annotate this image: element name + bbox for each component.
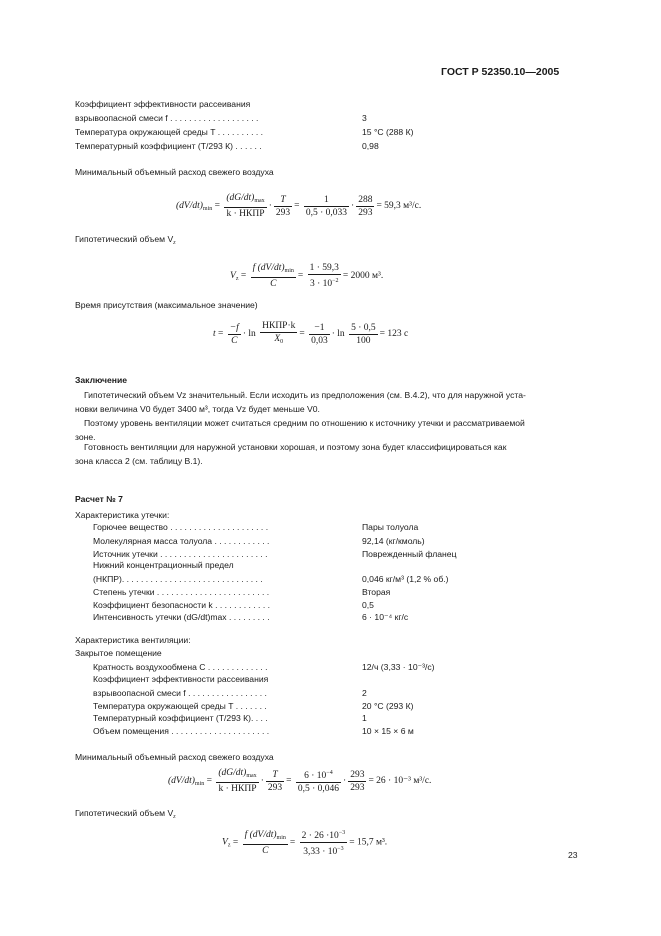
document-code: ГОСТ Р 52350.10—2005: [441, 66, 560, 78]
param-value: 0,046 кг/м³ (1,2 % об.): [362, 574, 449, 584]
conclusion-paragraph-1-cont: новки величина V0 будет 3400 м³, тогда Vz будет меньше V0.: [75, 404, 320, 414]
param-label: Коэффициент эффективности рассеивания: [93, 674, 269, 684]
param-label: Нижний концентрационный предел: [93, 560, 234, 570]
param-label: (НКПР). . . . . . . . . . . . . . . . . . . . . . . . . . . . . .: [93, 574, 263, 584]
page-number: 23: [568, 850, 578, 860]
param-label: Источник утечки . . . . . . . . . . . . . . . . . . . . . . .: [93, 549, 268, 559]
conclusion-full-text: [75, 905, 575, 913]
param-label: Температурный коэффициент (Т/293 К) . . . . . .: [75, 141, 262, 151]
min-flow-heading: Минимальный объемный расход свежего воздуха: [75, 167, 274, 177]
conclusion-paragraph-3-cont: зона класса 2 (см. таблицу В.1).: [75, 456, 203, 466]
param-label: Объем помещения . . . . . . . . . . . . . . . . . . . . .: [93, 726, 270, 736]
formula-min-flow-2: $(dV/dt)_{min}$ = $\frac{(dG/dt)_{max}}{\text{k · НКПР}}$ · $\frac{T}{293}$ = $\frac{6 \cdot 10^{-4}}{0,5 \cdot 0,046}$ · $\frac{293}{293}$ = 26 · 10⁻³ м³/с.: [168, 768, 432, 794]
param-value: Вторая: [362, 587, 391, 597]
param-value: 6 · 10⁻⁴ кг/с: [362, 612, 409, 622]
conclusion-paragraph-2-cont: зоне.: [75, 432, 96, 442]
calc7-heading: Расчет № 7: [75, 494, 123, 504]
param-label: Интенсивность утечки (dG/dt)max . . . . . . . . .: [93, 612, 270, 622]
hyp-volume-heading-2: Гипотетический объем $V_z$: [75, 808, 176, 820]
formula-time: t = $\frac{-f}{C}$ · ln $\frac{\text{НКПР·k}}{X_0}$ = $\frac{-1}{0,03}$ · ln $\frac{5 \cdot 0,5}{100}$ = 123 с: [213, 321, 409, 346]
param-value: 10 × 15 × 6 м: [362, 726, 414, 736]
param-label: Степень утечки . . . . . . . . . . . . . . . . . . . . . . . .: [93, 587, 270, 597]
param-value: 0,5: [362, 600, 374, 610]
vent-characteristics-heading: Характеристика вентиляции:: [75, 635, 191, 645]
param-value: 0,98: [362, 141, 379, 151]
param-value: 2: [362, 688, 367, 698]
param-value: 20 °С (293 К): [362, 701, 414, 711]
conclusion-paragraph-2: Поэтому уровень вентиляции может считаться средним по отношению к источнику утечки и рассматриваемой: [84, 418, 525, 428]
vent-closed-room-label: Закрытое помещение: [75, 648, 162, 658]
param-label: Коэффициент эффективности рассеивания: [75, 99, 251, 109]
param-label: Горючее вещество . . . . . . . . . . . . . . . . . . . . .: [93, 522, 269, 532]
hyp-volume-heading: Гипотетический объем $V_z$: [75, 234, 176, 246]
param-label: взрывоопасной смеси f . . . . . . . . . . . . . . . . . . .: [75, 113, 259, 123]
param-value: 3: [362, 113, 367, 123]
conclusion-paragraph-1: Гипотетический объем Vz значительный. Если исходить из предположения (см. В.4.2), что для наружной уста-: [84, 390, 526, 400]
param-value: 1: [362, 713, 367, 723]
param-label: Кратность воздухообмена C . . . . . . . . . . . . .: [93, 662, 268, 672]
formula-hyp-volume-2: $V_z$ = $\frac{f (dV/dt)_{min}}{C}$ = $\frac{2 \cdot 26 \cdot 10^{-3}}{3,33 \cdot 10^{-3}}$ = 15,7 м³.: [222, 827, 387, 858]
param-label: Температурный коэффициент (Т/293 К). . . .: [93, 713, 268, 723]
conclusion-heading: Заключение: [75, 375, 128, 385]
param-value: Пары толуола: [362, 522, 419, 532]
conclusion-paragraph-3: Готовность вентиляции для наружной установки хорошая, и поэтому зона будет классифицироваться как: [84, 442, 507, 452]
formula-hyp-volume-1: $V_z$ = $\frac{f (dV/dt)_{min}}{C}$ = $\frac{1 \cdot 59,3}{3 \cdot 10^{-2}}$ = 2000 м³.: [230, 263, 384, 289]
param-label: взрывоопасной смеси f . . . . . . . . . . . . . . . . .: [93, 688, 267, 698]
param-value: 15 °С (288 К): [362, 127, 414, 137]
param-value: 92,14 (кг/кмоль): [362, 536, 425, 546]
param-label: Температура окружающей среды T . . . . . . . . . .: [75, 127, 264, 137]
param-label: Температура окружающей среды T . . . . . . .: [93, 701, 267, 711]
time-heading: Время присутствия (максимальное значение): [75, 300, 258, 310]
leak-characteristics-heading: Характеристика утечки:: [75, 510, 170, 520]
param-value: 12/ч (3,33 · 10⁻³/с): [362, 662, 435, 672]
formula-min-flow-1: $(dV/dt)_{min}$ = $\frac{(dG/dt)_{max}}{\text{k · НКПР}}$ · $\frac{T}{293}$ = $\frac{1}{0,5 \cdot 0,033}$ · $\frac{288}{293}$ = 59,3 м³/с.: [176, 193, 422, 219]
param-label: Коэффициент безопасности k . . . . . . . . . . . .: [93, 600, 270, 610]
param-value: Поврежденный фланец: [362, 549, 457, 559]
min-flow-heading-2: Минимальный объемный расход свежего воздуха: [75, 752, 274, 762]
param-label: Молекулярная масса толуола . . . . . . . . . . . .: [93, 536, 270, 546]
